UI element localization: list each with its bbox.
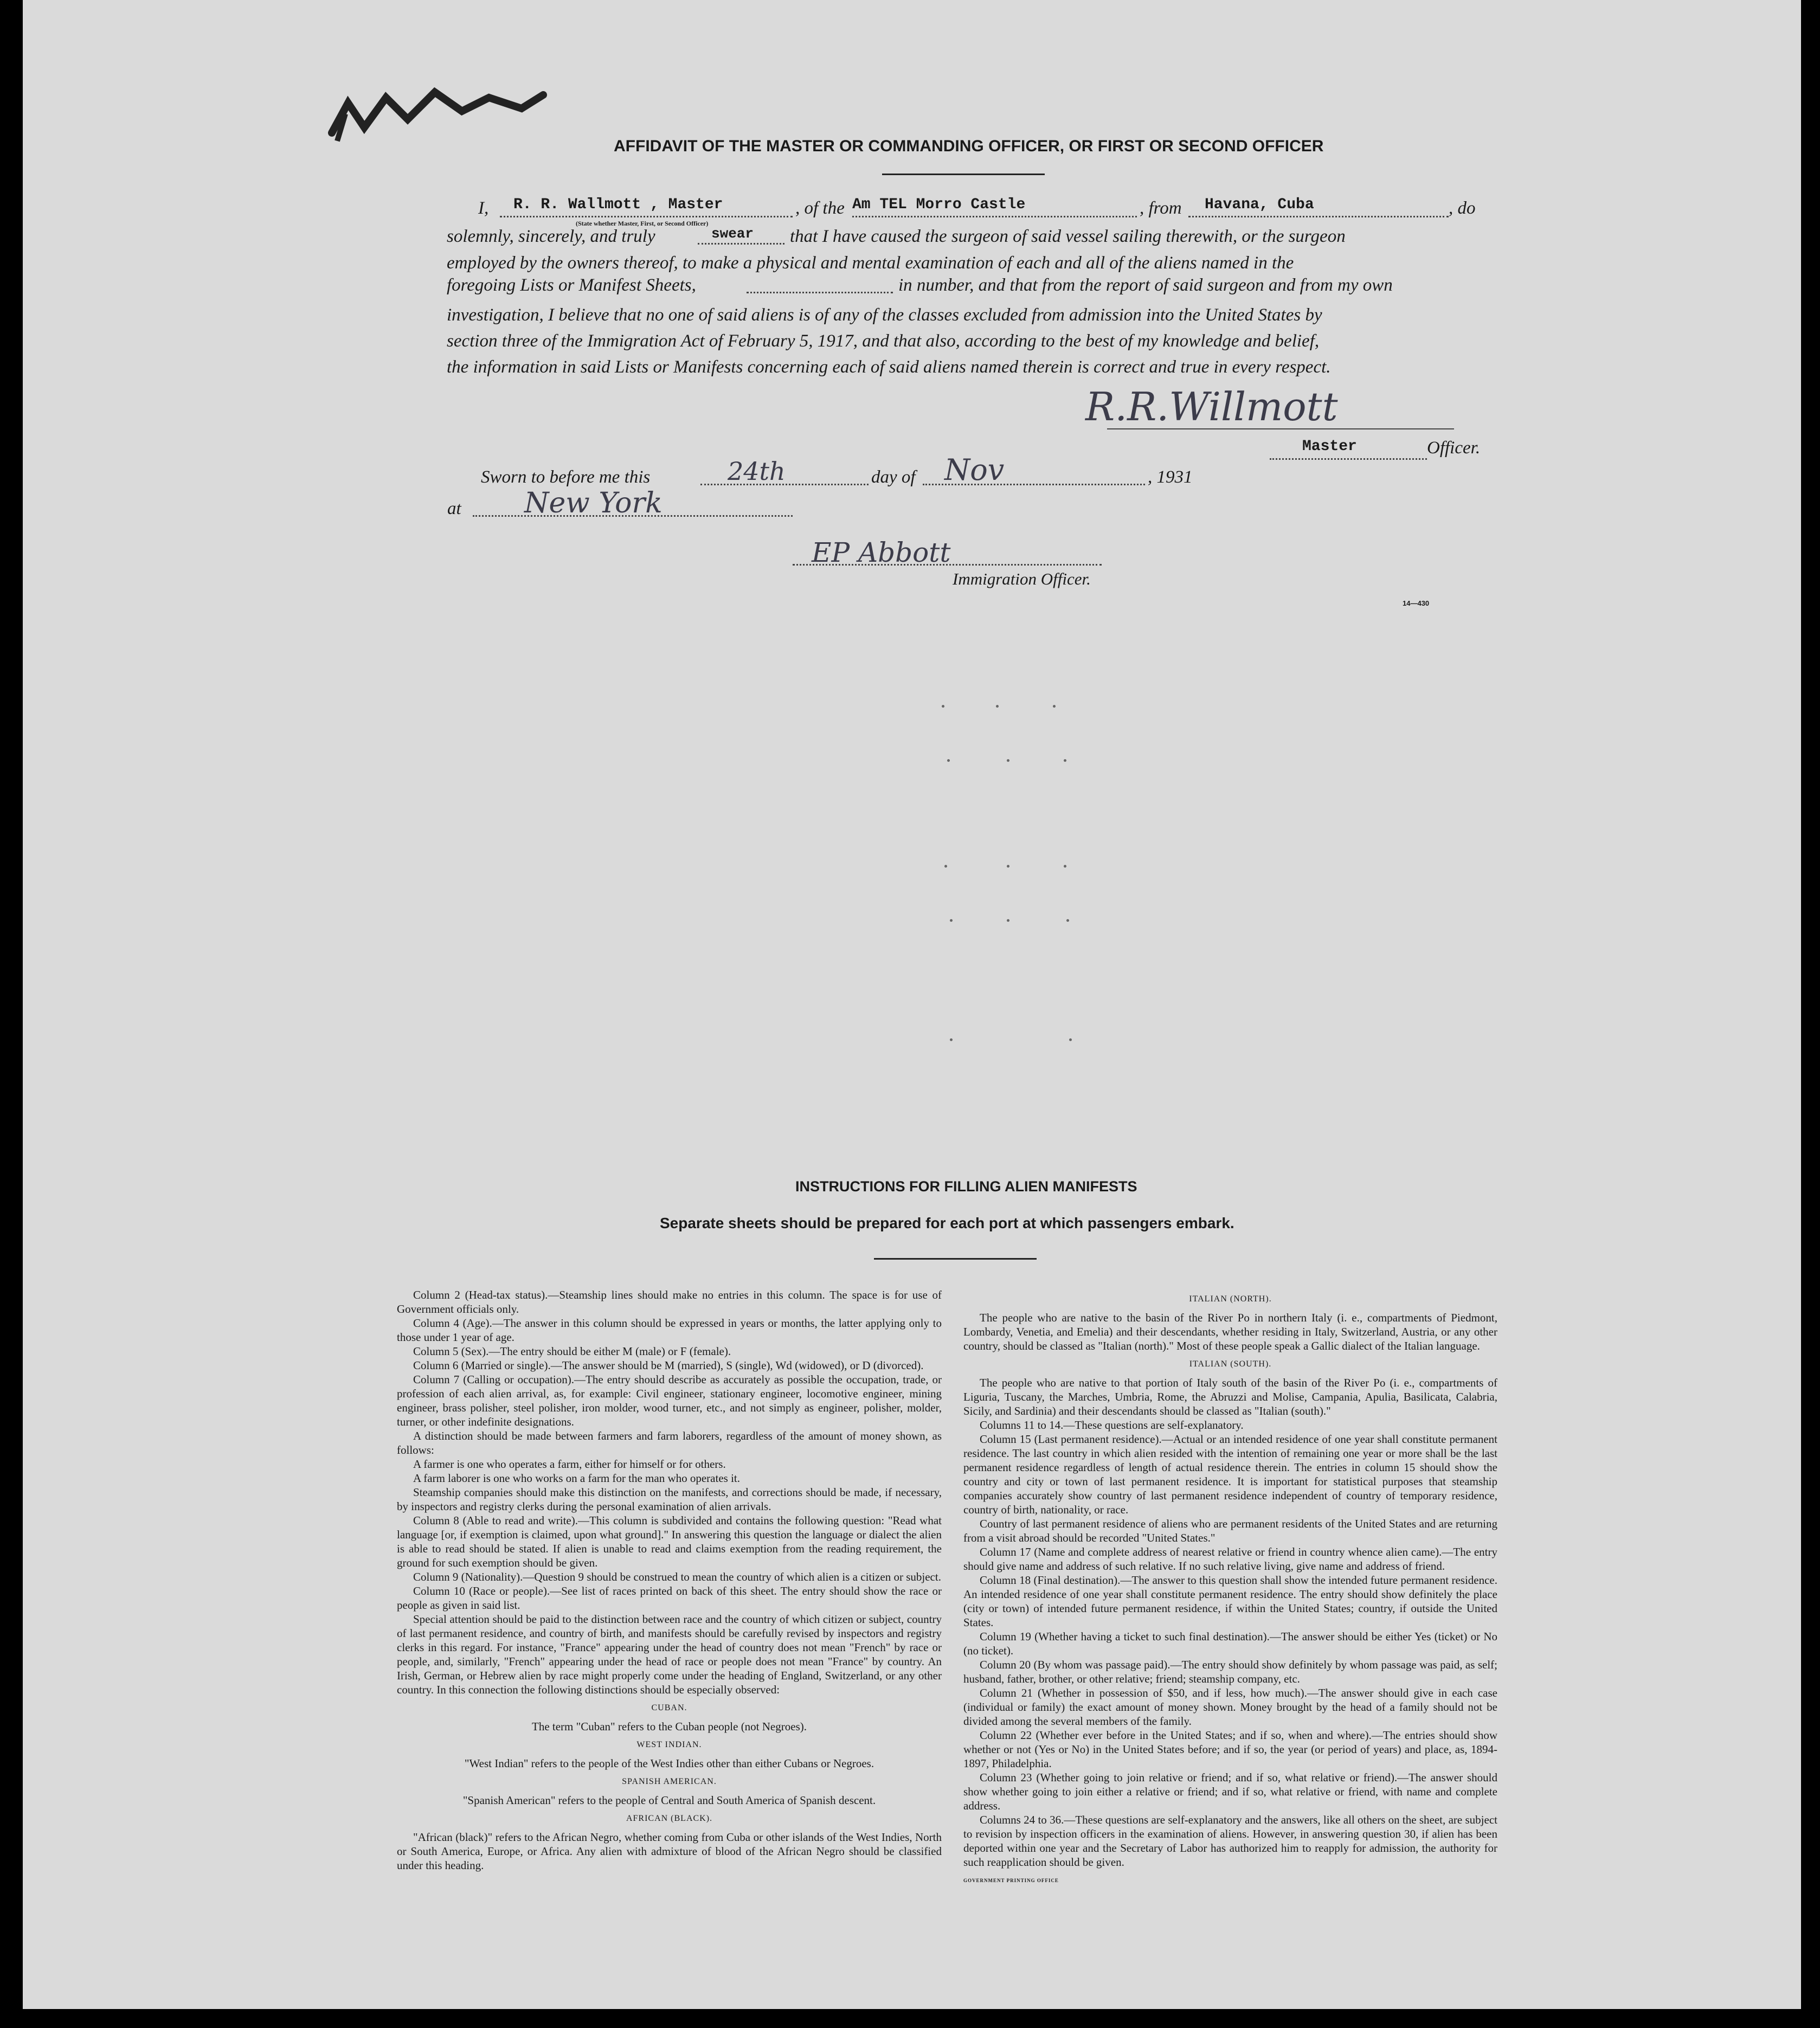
section-heading-spanish-american: SPANISH AMERICAN. (622, 1777, 717, 1786)
punch-mark (1064, 865, 1066, 868)
instructions-subtitle: Separate sheets should be prepared for each port at which passengers embark. (660, 1215, 1234, 1231)
section-heading-west-indian: WEST INDIAN. (636, 1740, 702, 1749)
officer-name-field: R. R. Wallmott , Master (513, 196, 723, 213)
punch-mark (1069, 1038, 1072, 1041)
oath-line (698, 243, 784, 245)
punch-mark (1066, 919, 1069, 922)
sheet-count-line (747, 292, 893, 293)
instruction-paragraph: Column 22 (Whether ever before in the United States; and if so, when and where).—The entries should show whether or not (Yes or No) in the United States before; and if so, the year (or period of years) and place, as, 1894-1897, Philadelphia. (963, 1729, 1497, 1770)
title-divider (882, 174, 1045, 175)
signature-line (1107, 428, 1454, 429)
of-the-label: , of the (795, 198, 845, 218)
instruction-paragraph: A distinction should be made between farmers and farm laborers, regardless of the amount of money shown, as follows: (397, 1429, 942, 1456)
instruction-paragraph: Columns 24 to 36.—These questions are self-explanatory and the answers, like all others on the sheet, are subject to revision by inspection officers in the examination of aliens. However, in answering question 30, if alien has been deported within one year and the Secretary of Labor has authorized him to reapply for admission, the authority for such reapplication should be given. (963, 1813, 1497, 1869)
officer-name-line (500, 216, 793, 217)
ink-smudge-graphic (326, 81, 554, 146)
instruction-paragraph: Steamship companies should make this distinction on the manifests, and corrections should be made, if necessary, by inspectors and registry clerks during the personal examination of alien arrivals. (397, 1486, 942, 1513)
punch-mark (996, 705, 999, 708)
section-heading-cuban: CUBAN. (651, 1703, 687, 1712)
section-text-italian-north: The people who are native to the basin of the River Po in northern Italy (i. e., compartments of Piedmont, Lombardy, Venetia, and Emelia) and their descendants, whether residing in Italy, Switzerland, Austria, or any other country, should be classed as "Italian (north)." Most of these people speak a Gallic dialect of the Italian language. (963, 1311, 1497, 1352)
printer-imprint: GOVERNMENT PRINTING OFFICE (963, 1878, 1059, 1883)
port-line (1188, 216, 1449, 217)
instruction-paragraph: Special attention should be paid to the distinction between race and the country of which citizen or subject, country of last permanent residence, and country of birth, and manifests should be carefully revised by inspectors and registry clerks in this regard. For instance, "France" appearing under the head of country does not mean "French" by race or people, and, similarly, "French" appearing under the head of race or people does not mean "France" by country. An Irish, German, or Hebrew alien by race might properly come under the heading of England, Switzerland, or any other country. In this connection the following distinctions should be especially observed: (397, 1613, 942, 1696)
punch-mark (1053, 705, 1056, 708)
affidavit-line-5: investigation, I believe that no one of said aliens is of any of the classes excluded from admission into the United States by (447, 305, 1322, 325)
instruction-paragraph: A farm laborer is one who works on a farm for the man who operates it. (413, 1472, 740, 1485)
instruction-paragraph: Country of last permanent residence of aliens who are permanent residents of the United States and are returning from a visit abroad should be recorded "United States." (963, 1517, 1497, 1544)
affidavit-line-6: section three of the Immigration Act of February 5, 1917, and that also, according to the best of my knowledge and belief, (447, 331, 1320, 351)
port-field: Havana, Cuba (1205, 196, 1314, 213)
instructions-divider (874, 1258, 1037, 1260)
vessel-line (852, 216, 1137, 217)
instruction-paragraph: Column 5 (Sex).—The entry should be either M (male) or F (female). (413, 1345, 731, 1358)
instruction-paragraph: Column 18 (Final destination).—The answer to this question shall show the intended future permanent residence. An intended residence of one year shall constitute permanent residence. The entry should show definitely the place (city or town) of intended future permanent residence, if within the United States; country, if outside the United States. (963, 1574, 1497, 1629)
oath-text: that I have caused the surgeon of said vessel sailing therewith, or the surgeon (790, 227, 1346, 246)
oath-field: swear (711, 226, 754, 242)
rank-line (1270, 458, 1427, 460)
punch-mark (1007, 865, 1009, 868)
instruction-paragraph: Column 19 (Whether having a ticket to such final destination).—The answer should be either Yes (ticket) or No (no ticket). (963, 1630, 1497, 1657)
from-label: , from (1140, 198, 1182, 218)
affidavit-line-4b: in number, and that from the report of said surgeon and from my own (898, 275, 1393, 295)
instruction-paragraph: Column 15 (Last permanent residence).—Actual or an intended residence of one year shall constitute permanent residence. The last country in which alien resided with the intention of remaining one year or more shall be the last permanent residence regardless of length of actual residence therein. The entries in column 15 should show the country and city or town of last permanent residence. It is important for statistical purposes that steamship companies accurately show country of last permanent residence independent of country of temporary residence, country of birth, nationality, or race. (963, 1433, 1497, 1516)
instruction-paragraph: Column 2 (Head-tax status).—Steamship lines should make no entries in this column. The space is for use of Government officials only. (397, 1288, 942, 1315)
section-heading-italian-north: ITALIAN (NORTH). (1189, 1294, 1272, 1304)
sworn-month-field: Nov (944, 453, 1005, 487)
instruction-paragraph: Column 4 (Age).—The answer in this column should be expressed in years or months, the latter applying only to those under 1 year of age. (397, 1317, 942, 1344)
punch-mark (1064, 759, 1066, 762)
vessel-field: Am TEL Morro Castle (852, 196, 1026, 213)
master-signature: R.R.Willmott (1085, 384, 1338, 429)
punch-mark (1007, 919, 1009, 922)
place-field: New York (524, 487, 663, 519)
rank-field: Master (1302, 438, 1357, 455)
affidavit-line-4a: foregoing Lists or Manifest Sheets, (447, 275, 696, 295)
instruction-paragraph: Column 7 (Calling or occupation).—The entry should describe as accurately as possible the occupation, trade, or profession of each alien arrival, as, for example: Civil engineer, stationary engineer, locomotive engineer, mining engineer, brass polisher, steel polisher, iron molder, wood turner, etc., and not simply as engineer, polisher, molder, turner, or other indefinite designations. (397, 1373, 942, 1428)
instruction-paragraph: Column 20 (By whom was passage paid).—The entry should show definitely by whom passage was paid, as self; husband, father, brother, or other relative; friend; steamship company, etc. (963, 1658, 1497, 1685)
affidavit-line-3: employed by the owners thereof, to make a physical and mental examination of each and all of the aliens named in the (447, 253, 1294, 273)
punch-mark (950, 1038, 953, 1041)
manifest-page (23, 0, 1801, 2009)
i-label: I, (478, 198, 489, 218)
immigration-label: Immigration Officer. (953, 569, 1091, 588)
section-heading-italian-south: ITALIAN (SOUTH). (1189, 1359, 1272, 1369)
form-number: 14—430 (1403, 599, 1430, 607)
instruction-paragraph: Column 9 (Nationality).—Question 9 should be construed to mean the country of which alien is a citizen or subject. (413, 1570, 941, 1583)
instructions-title: INSTRUCTIONS FOR FILLING ALIEN MANIFESTS (795, 1178, 1137, 1195)
punch-mark (1007, 759, 1009, 762)
section-text-african: "African (black)" refers to the African Negro, whether coming from Cuba or other islands of the West Indies, North or South America, Europe, or Africa. Any alien with admixture of blood of the African Negro should be classified under this heading. (397, 1831, 942, 1872)
affidavit-line-7: the information in said Lists or Manifests concerning each of said aliens named therein is correct and true in every respect. (447, 357, 1331, 377)
sworn-day-field: 24th (728, 457, 786, 486)
punch-mark (947, 759, 950, 762)
instruction-paragraph: Column 6 (Married or single).—The answer should be M (married), S (single), Wd (widowed), or D (divorced). (413, 1359, 924, 1372)
punch-mark (950, 919, 953, 922)
affidavit-title: AFFIDAVIT OF THE MASTER OR COMMANDING OFFICER, OR FIRST OR SECOND OFFICER (614, 137, 1324, 155)
punch-mark (944, 865, 947, 868)
officer-label: Officer. (1427, 438, 1481, 458)
section-heading-african: AFRICAN (BLACK). (626, 1814, 713, 1823)
punch-mark (942, 705, 944, 708)
instruction-paragraph: Column 8 (Able to read and write).—This column is subdivided and contains the following question: "Read what language [or, if exemption is claimed, upon what ground]." In answering this question the language or dialect the alien is able to read should be stated. If alien is unable to read and claims exemption from the reading requirement, the ground for such exemption should be given. (397, 1514, 942, 1569)
do-label: , do (1449, 198, 1476, 218)
section-text-west-indian: "West Indian" refers to the people of the West Indies other than either Cubans or Negroes. (464, 1757, 874, 1770)
officer-note: (State whether Master, First, or Second Officer) (576, 220, 709, 227)
section-text-cuban: The term "Cuban" refers to the Cuban people (not Negroes). (532, 1720, 807, 1733)
instruction-paragraph: Column 17 (Name and complete address of nearest relative or friend in country whence alien came).—The entry should give name and address of such relative. If no such relative living, give name and address of friend. (963, 1545, 1497, 1573)
sworn-label: Sworn to before me this (481, 467, 651, 487)
oath-intro: solemnly, sincerely, and truly (447, 227, 655, 246)
section-text-spanish-american: "Spanish American" refers to the people of Central and South America of Spanish descent. (462, 1794, 876, 1807)
day-of-label: day of (871, 467, 916, 487)
instruction-paragraph: Column 21 (Whether in possession of $50, and if less, how much).—The answer should give in each case (individual or family) the exact amount of money shown. Money brought by the head of a family should not be divided among the several members of the family. (963, 1686, 1497, 1728)
instruction-paragraph: Column 23 (Whether going to join relative or friend; and if so, what relative or friend).—The answer should show whether going to join either a relative or friend; and if so, what relative or friend, with name and complete address. (963, 1771, 1497, 1812)
section-text-italian-south: The people who are native to that portion of Italy south of the basin of the River Po (i. e., compartments of Liguria, Tuscany, the Marches, Umbria, Rome, the Abruzzi and Molise, Campania, Apulia, Basilicata, Calabria, Sicily, and Sardinia) and their descendants should be classed as "Italian (south)." (963, 1376, 1497, 1417)
instructions-left-column (397, 1288, 942, 1872)
immigration-signature-line (793, 564, 1102, 566)
instruction-paragraph: A farmer is one who operates a farm, either for himself or for others. (413, 1458, 726, 1471)
immigration-signature: EP Abbott (812, 537, 951, 568)
year-label: , 1931 (1148, 467, 1193, 487)
instruction-paragraph: Column 10 (Race or people).—See list of races printed on back of this sheet. The entry should show the race or people as given in said list. (397, 1584, 942, 1612)
instructions-right-column (963, 1288, 1497, 1892)
instruction-paragraph: Columns 11 to 14.—These questions are self-explanatory. (980, 1419, 1244, 1432)
at-label: at (447, 499, 461, 518)
